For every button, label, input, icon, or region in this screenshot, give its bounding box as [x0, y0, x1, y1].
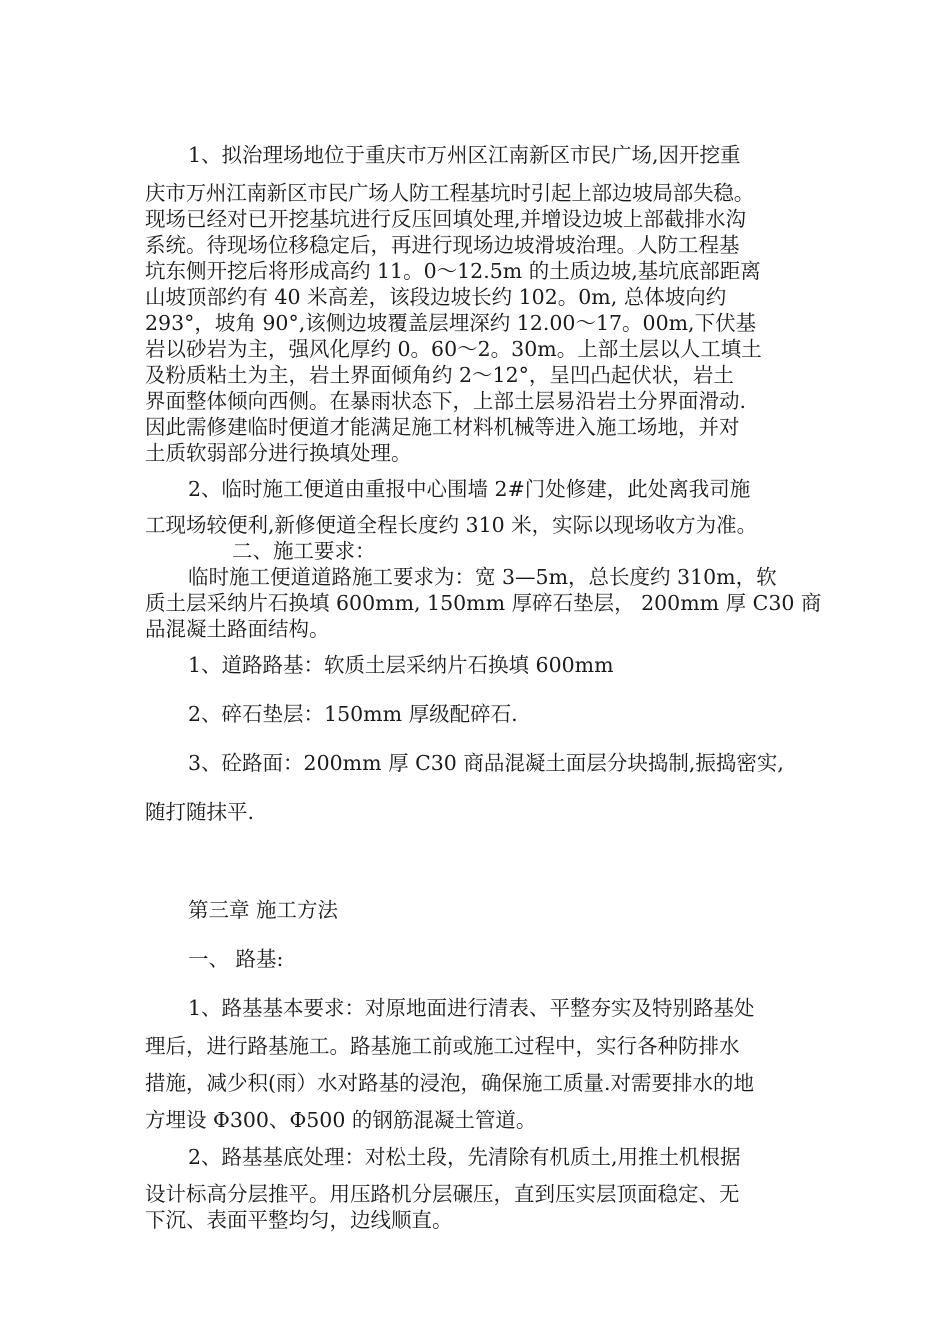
paragraph-line: 1、路基基本要求：对原地面进行清表、平整夯实及特别路基处	[188, 996, 755, 1020]
paragraph-line: 2、临时施工便道由重报中心围墙 2#门处修建，此处离我司施	[188, 477, 751, 501]
paragraph-line: 岩以砂岩为主，强风化厚约 0。60～2。30m。上部土层以人工填土	[145, 337, 762, 361]
list-item: 2、碎石垫层：150mm 厚级配碎石.	[188, 702, 518, 726]
paragraph-line: 品混凝土路面结构。	[145, 617, 330, 641]
paragraph-line: 庆市万州江南新区市民广场人防工程基坑时引起上部边坡局部失稳。	[145, 181, 754, 205]
paragraph-line: 土质软弱部分进行换填处理。	[145, 441, 412, 465]
chapter-title: 第三章 施工方法	[188, 898, 339, 922]
paragraph-line: 方埋设 Φ300、Φ500 的钢筋混凝土管道。	[145, 1108, 537, 1132]
paragraph-line: 293°，坡角 90°,该侧边坡覆盖层埋深约 12.00～17。00m,下伏基	[145, 311, 757, 335]
paragraph-line: 坑东侧开挖后将形成高约 11。0～12.5m 的土质边坡,基坑底部距离	[145, 259, 761, 283]
paragraph-line: 措施，减少积(雨）水对路基的浸泡，确保施工质量.对需要排水的地	[145, 1071, 755, 1095]
paragraph-line: 理后，进行路基施工。路基施工前或施工过程中，实行各种防排水	[145, 1034, 740, 1058]
list-item: 3、砼路面：200mm 厚 C30 商品混凝土面层分块捣制,振捣密实,	[188, 751, 784, 775]
paragraph-line: 质土层采纳片石换填 600mm, 150mm 厚碎石垫层， 200mm 厚 C30 商	[145, 591, 822, 615]
paragraph-line: 临时施工便道道路施工要求为：宽 3—5m，总长度约 310m，软	[188, 565, 777, 589]
paragraph-line: 下沉、表面平整均匀，边线顺直。	[145, 1208, 453, 1232]
paragraph-line: 系统。待现场位移稳定后，再进行现场边坡滑坡治理。人防工程基	[145, 233, 740, 257]
list-item: 1、道路路基：软质土层采纳片石换填 600mm	[188, 653, 614, 677]
paragraph-line: 工现场较便利,新修便道全程长度约 310 米，实际以现场收方为准。	[145, 513, 758, 537]
paragraph-line: 及粉质粘土为主，岩土界面倾角约 2～12°，呈凹凸起伏状，岩土	[145, 363, 734, 387]
paragraph-line: 山坡顶部约有 40 米高差，该段边坡长约 102。0m, 总体坡向约	[145, 285, 727, 309]
paragraph-line: 设计标高分层推平。用压路机分层碾压，直到压实层顶面稳定、无	[145, 1182, 740, 1206]
paragraph-line: 界面整体倾向西侧。在暴雨状态下，上部土层易沿岩土分界面滑动.	[145, 389, 747, 413]
subsection-heading: 一、 路基:	[188, 947, 284, 971]
section-heading: 二、施工要求：	[232, 539, 376, 563]
paragraph-line: 现场已经对已开挖基坑进行反压回填处理,并增设边坡上部截排水沟	[145, 207, 747, 231]
paragraph-line: 1、拟治理场地位于重庆市万州区江南新区市民广场,因开挖重	[188, 143, 741, 167]
paragraph-line: 2、路基基底处理：对松土段，先清除有机质土,用推土机根据	[188, 1145, 741, 1169]
paragraph-line: 因此需修建临时便道才能满足施工材料机械等进入施工场地，并对	[145, 415, 740, 439]
list-item-continuation: 随打随抹平.	[145, 800, 255, 824]
